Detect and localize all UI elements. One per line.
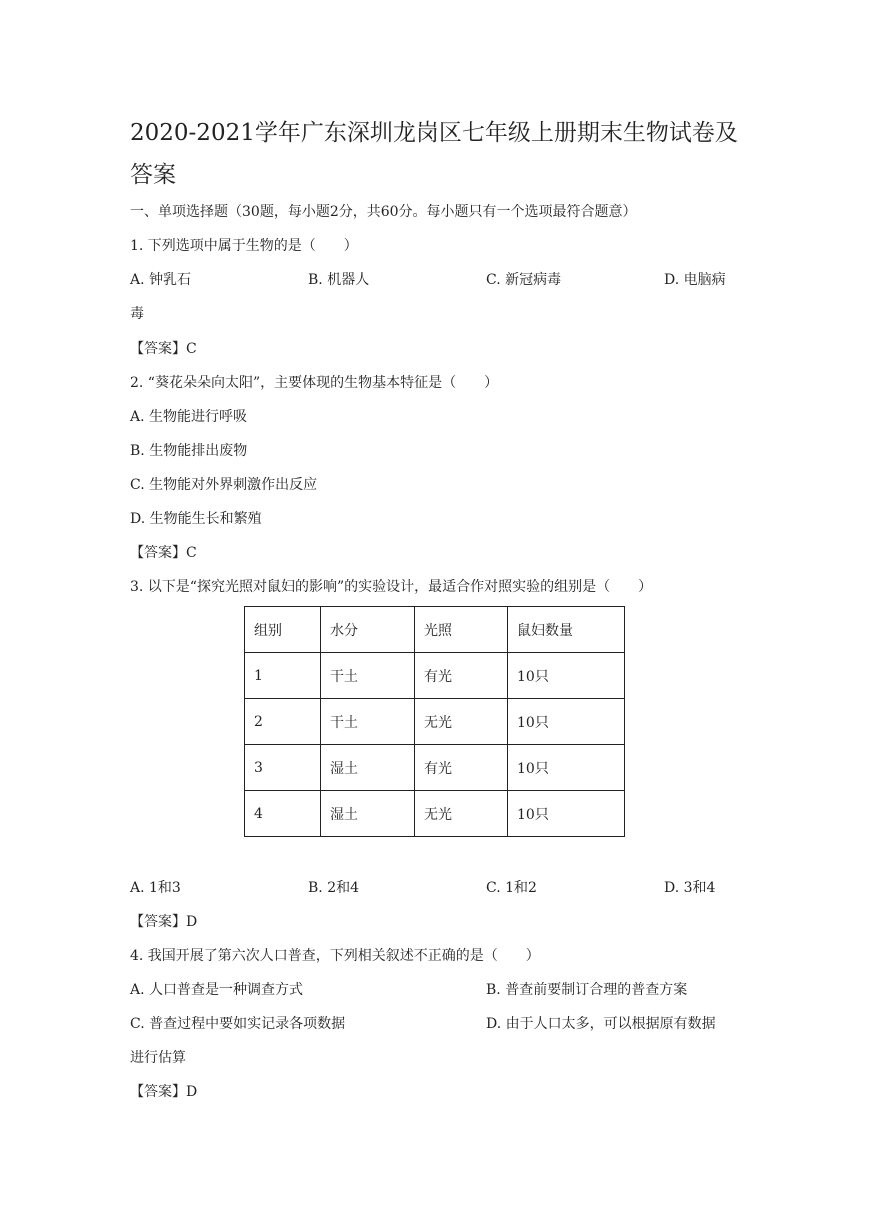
table-cell: 2 (245, 699, 321, 745)
question-1-option-b: B. 机器人 (308, 272, 370, 288)
table-cell: 无光 (415, 791, 508, 837)
table-row (245, 791, 625, 837)
table-cell: 无光 (415, 699, 508, 745)
table-cell: 有光 (415, 745, 508, 791)
question-2-answer (130, 542, 197, 564)
table-cell: 3 (245, 745, 321, 791)
document-title: 2020-2021学年广东深圳龙岗区七年级上册期末生物试卷及答案 (130, 120, 738, 188)
question-2-option-b: B. 生物能排出废物 (130, 443, 248, 459)
table-cell: 10只 (508, 653, 625, 699)
table-cell: 4 (245, 791, 321, 837)
question-4-option-a: A. 人口普查是一种调查方式 (130, 982, 304, 998)
table-row (245, 745, 625, 791)
table-cell: 干土 (321, 653, 415, 699)
table-row (245, 653, 625, 699)
question-3-option-d: D. 3和4 (664, 880, 716, 896)
question-4-option-b: B. 普查前要制订合理的普查方案 (486, 982, 688, 998)
table-row (245, 699, 625, 745)
answer-value: C (186, 341, 197, 357)
table-cell: 10只 (508, 699, 625, 745)
table-cell: 10只 (508, 745, 625, 791)
table-cell: 干土 (321, 699, 415, 745)
question-2-option-a: A. 生物能进行呼吸 (130, 409, 248, 425)
table-header-cell: 组别 (245, 607, 321, 653)
question-3-stem: 3. 以下是“探究光照对鼠妇的影响”的实验设计，最适合作对照实验的组别是（ ） (130, 579, 653, 595)
table-cell: 湿土 (321, 791, 415, 837)
question-4-answer (130, 1081, 197, 1103)
answer-value: C (186, 545, 197, 561)
question-2-option-c: C. 生物能对外界刺激作出反应 (130, 477, 318, 493)
question-4-stem: 4. 我国开展了第六次人口普查，下列相关叙述不正确的是（ ） (130, 948, 540, 964)
answer-value: D (186, 1084, 198, 1100)
answer-prefix: 【答案】 (130, 1084, 186, 1100)
question-4-option-wrap: 进行估算 (130, 1050, 186, 1066)
table-header-cell: 鼠妇数量 (508, 607, 625, 653)
answer-prefix: 【答案】 (130, 914, 186, 930)
question-3-option-b: B. 2和4 (308, 880, 360, 896)
table-cell: 湿土 (321, 745, 415, 791)
question-1-option-a: A. 钟乳石 (130, 272, 192, 288)
answer-prefix: 【答案】 (130, 341, 186, 357)
question-1-option-c: C. 新冠病毒 (486, 272, 562, 288)
table-cell: 10只 (508, 791, 625, 837)
question-1-option-wrap: 毒 (130, 306, 144, 322)
question-4-option-c: C. 普查过程中要如实记录各项数据 (130, 1016, 346, 1032)
table-cell: 1 (245, 653, 321, 699)
section-heading: 一、单项选择题（30题，每小题2分，共60分。每小题只有一个选项最符合题意） (130, 204, 637, 220)
answer-prefix: 【答案】 (130, 545, 186, 561)
question-2-stem: 2. “葵花朵朵向太阳”，主要体现的生物基本特征是（ ） (130, 375, 499, 391)
question-1-answer (130, 338, 197, 360)
question-3-option-a: A. 1和3 (130, 880, 181, 896)
table-header-row (245, 607, 625, 653)
table-header-cell: 光照 (415, 607, 508, 653)
table-cell: 有光 (415, 653, 508, 699)
question-2-option-d: D. 生物能生长和繁殖 (130, 511, 262, 527)
question-1-option-d: D. 电脑病 (664, 272, 726, 288)
table-header-cell: 水分 (321, 607, 415, 653)
experiment-table (244, 606, 625, 837)
question-3-answer (130, 911, 197, 933)
question-4-option-d: D. 由于人口太多，可以根据原有数据 (486, 1016, 716, 1032)
question-3-option-c: C. 1和2 (486, 880, 537, 896)
question-1-stem: 1. 下列选项中属于生物的是（ ） (130, 238, 358, 254)
answer-value: D (186, 914, 198, 930)
